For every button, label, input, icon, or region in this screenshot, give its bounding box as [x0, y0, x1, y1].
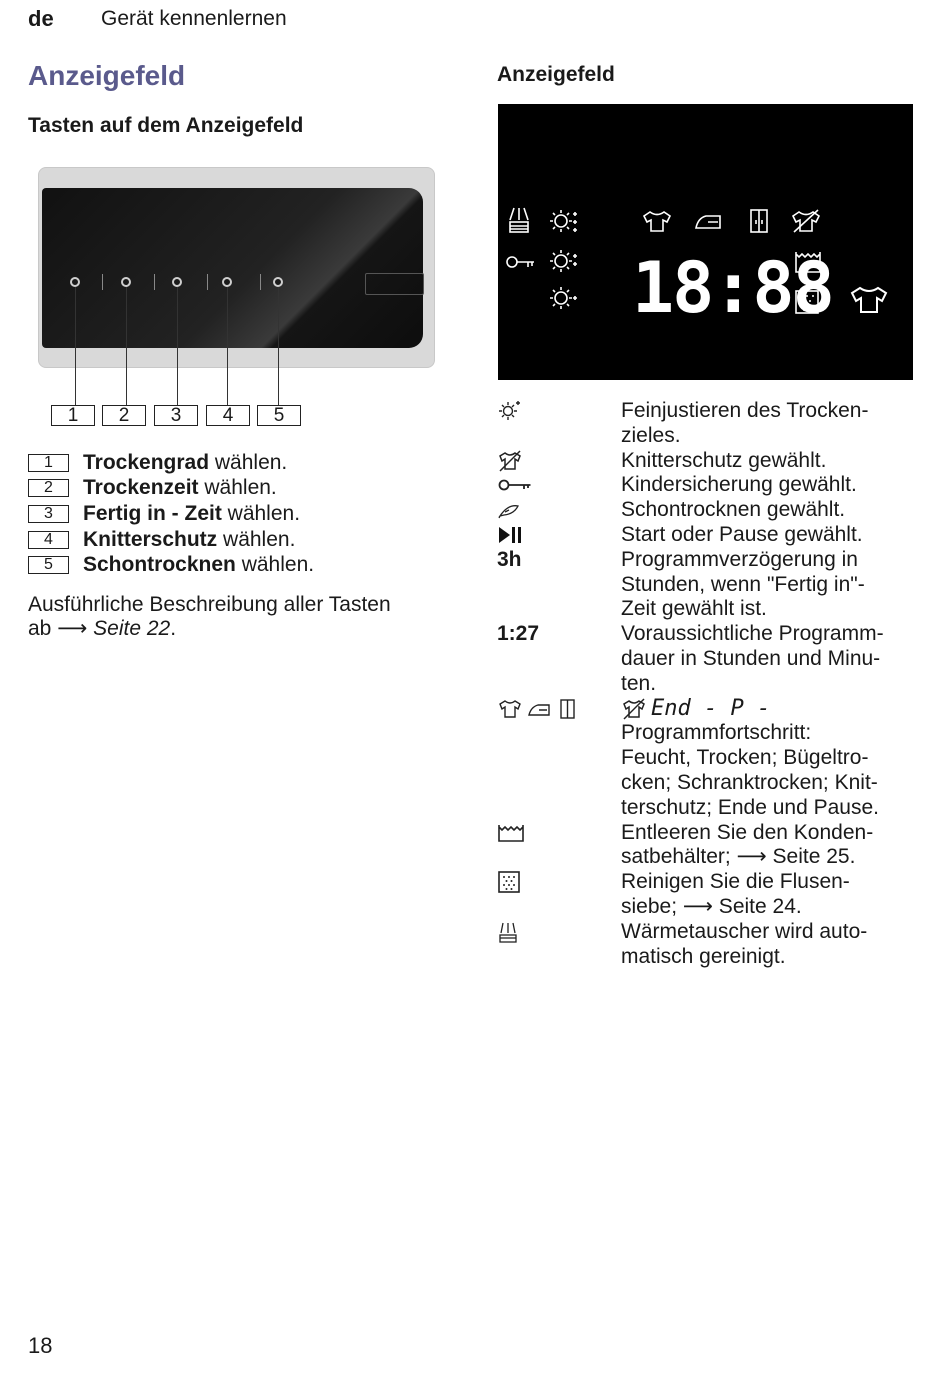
- list-item: [28, 450, 458, 476]
- sun-plus-icon: [497, 399, 523, 423]
- panel-divider: [260, 274, 261, 290]
- para-line: [28, 617, 458, 641]
- legend-text: Knitterschutz gewählt.: [621, 448, 827, 472]
- legend-row: [497, 449, 937, 474]
- shirt-crossed-icon: [793, 210, 819, 232]
- button-list: [28, 450, 458, 578]
- key-icon: [507, 257, 534, 267]
- leader-line: [278, 287, 279, 405]
- legend-text: Reinigen Sie die Flusen- siebe; ⟶ Seite 24.: [621, 870, 850, 918]
- legend-row: [497, 821, 937, 871]
- callout-number: 5: [257, 405, 301, 426]
- progress-icons: [497, 697, 581, 721]
- item-number: 4: [28, 531, 69, 549]
- iron-icon: [529, 705, 549, 715]
- legend-row: [497, 697, 937, 821]
- shirt-crossed-icon: [497, 449, 523, 473]
- button-2-marker: [121, 277, 131, 287]
- button-5-marker: [273, 277, 283, 287]
- sun-plus-icon: [550, 250, 577, 272]
- para-text: ab: [28, 617, 58, 640]
- legend-text: Entleeren Sie den Konden- satbehälter; ⟶ Seite 25.: [621, 820, 874, 869]
- legend-symbol: [497, 697, 617, 721]
- language-code: de: [28, 6, 54, 31]
- legend-row: [497, 548, 937, 622]
- legend-symbol: [497, 399, 617, 423]
- section-heading: Anzeigefeld: [28, 60, 186, 91]
- end-p-segments: End - P -: [651, 695, 771, 721]
- heat-exchanger-icon: [497, 920, 519, 944]
- item-suffix: wählen.: [221, 501, 301, 525]
- callout-number: 1: [51, 405, 95, 426]
- legend-symbol: [497, 523, 617, 547]
- list-item: [28, 501, 458, 527]
- callout-number: 3: [154, 405, 198, 426]
- legend-row: [497, 622, 937, 696]
- wardrobe-icon: [561, 700, 574, 718]
- panel-glass: [42, 188, 423, 348]
- item-suffix: wählen.: [235, 553, 315, 577]
- button-4-marker: [222, 277, 232, 287]
- callout-number: 4: [206, 405, 250, 426]
- feather-icon: [497, 498, 523, 522]
- legend-text: [621, 697, 937, 821]
- legend-text: Kindersicherung gewählt.: [621, 473, 857, 497]
- page-number: 18: [28, 1333, 53, 1358]
- legend-row: [497, 523, 937, 548]
- item-label: Knitterschutz: [83, 527, 218, 551]
- item-suffix: wählen.: [217, 527, 296, 551]
- shirt-crossed-icon: [621, 697, 647, 721]
- item-number: 3: [28, 505, 69, 523]
- panel-divider: [207, 274, 208, 290]
- legend-row: [497, 920, 937, 970]
- legend-symbol: [497, 498, 617, 522]
- key-icon: [497, 473, 533, 497]
- item-suffix: wählen.: [209, 450, 288, 474]
- legend-text: Programmverzögerung in Stunden, wenn "Fertig in"- Zeit gewählt ist.: [621, 547, 865, 621]
- display-svg: [498, 104, 913, 380]
- subsection-heading: Tasten auf dem Anzeigefeld: [28, 114, 304, 137]
- button-3-marker: [172, 277, 182, 287]
- shirt-icon: [500, 701, 520, 717]
- seven-segment-readout: 18:88: [632, 247, 833, 329]
- shirt-icon: [644, 212, 670, 231]
- progress-symbols-line: [621, 697, 937, 722]
- item-label: Trockengrad: [83, 450, 210, 474]
- legend-symbol: [497, 920, 617, 944]
- legend-symbol: [497, 870, 617, 894]
- heat-exchanger-icon: [510, 208, 528, 232]
- list-item: [28, 476, 458, 502]
- symbol-legend: [497, 399, 937, 969]
- shirt-icon-large: [852, 288, 886, 312]
- sun-plus-icon: [550, 210, 577, 232]
- page-reference-link[interactable]: Seite 22: [87, 617, 171, 640]
- item-label: Schontrocknen: [83, 553, 236, 577]
- callout-number: 2: [102, 405, 146, 426]
- item-number: 2: [28, 479, 69, 497]
- legend-text-body: Programmfortschritt: Feucht, Trocken; Bügeltro- cken; Schranktrocken; Knit- terschutz; Ende und Pause.: [621, 721, 879, 819]
- para-period: .: [170, 617, 177, 640]
- legend-symbol: [497, 473, 617, 497]
- legend-text: Start oder Pause gewählt.: [621, 522, 863, 546]
- control-panel-illustration: [38, 167, 435, 368]
- legend-text: Wärmetauscher wird auto- matisch gereinigt.: [621, 919, 868, 968]
- button-1-marker: [70, 277, 80, 287]
- list-item: [28, 552, 458, 578]
- list-item: [28, 527, 458, 553]
- leader-line: [227, 287, 228, 405]
- item-label: Trockenzeit: [83, 476, 199, 500]
- item-label: Fertig in - Zeit: [83, 501, 222, 525]
- description-paragraph: [28, 593, 458, 641]
- para-line: Ausführliche Beschreibung aller Tasten: [28, 593, 391, 616]
- legend-symbol: [497, 821, 617, 845]
- item-number: 1: [28, 454, 69, 472]
- legend-row: [497, 473, 937, 498]
- iron-icon: [696, 216, 720, 228]
- legend-text: Voraussichtliche Programm- dauer in Stunden und Minu- ten.: [621, 622, 884, 695]
- sun-plus-icon: [550, 287, 577, 309]
- legend-symbol: [497, 449, 617, 473]
- legend-symbol: 3h: [497, 547, 522, 571]
- panel-display-slot: [365, 273, 424, 295]
- wardrobe-icon: [751, 210, 767, 232]
- leader-line: [75, 287, 76, 405]
- item-suffix: wählen.: [198, 476, 277, 500]
- play-pause-icon: [497, 523, 527, 547]
- chapter-title: Gerät kennenlernen: [101, 7, 287, 30]
- legend-row: [497, 498, 937, 523]
- legend-text: Feinjustieren des Trocken- zieles.: [621, 399, 869, 447]
- arrow-icon: ⟶: [57, 617, 88, 640]
- display-heading: Anzeigefeld: [497, 63, 615, 86]
- panel-divider: [102, 274, 103, 290]
- container-icon: [497, 821, 525, 845]
- legend-symbol: 1:27: [497, 622, 540, 646]
- legend-row: [497, 870, 937, 920]
- legend-text: Schontrocknen gewählt.: [621, 498, 846, 522]
- filter-icon: [497, 870, 523, 894]
- legend-row: [497, 399, 937, 449]
- panel-divider: [154, 274, 155, 290]
- leader-line: [126, 287, 127, 405]
- item-number: 5: [28, 556, 69, 574]
- display-panel: [498, 104, 913, 380]
- leader-line: [177, 287, 178, 405]
